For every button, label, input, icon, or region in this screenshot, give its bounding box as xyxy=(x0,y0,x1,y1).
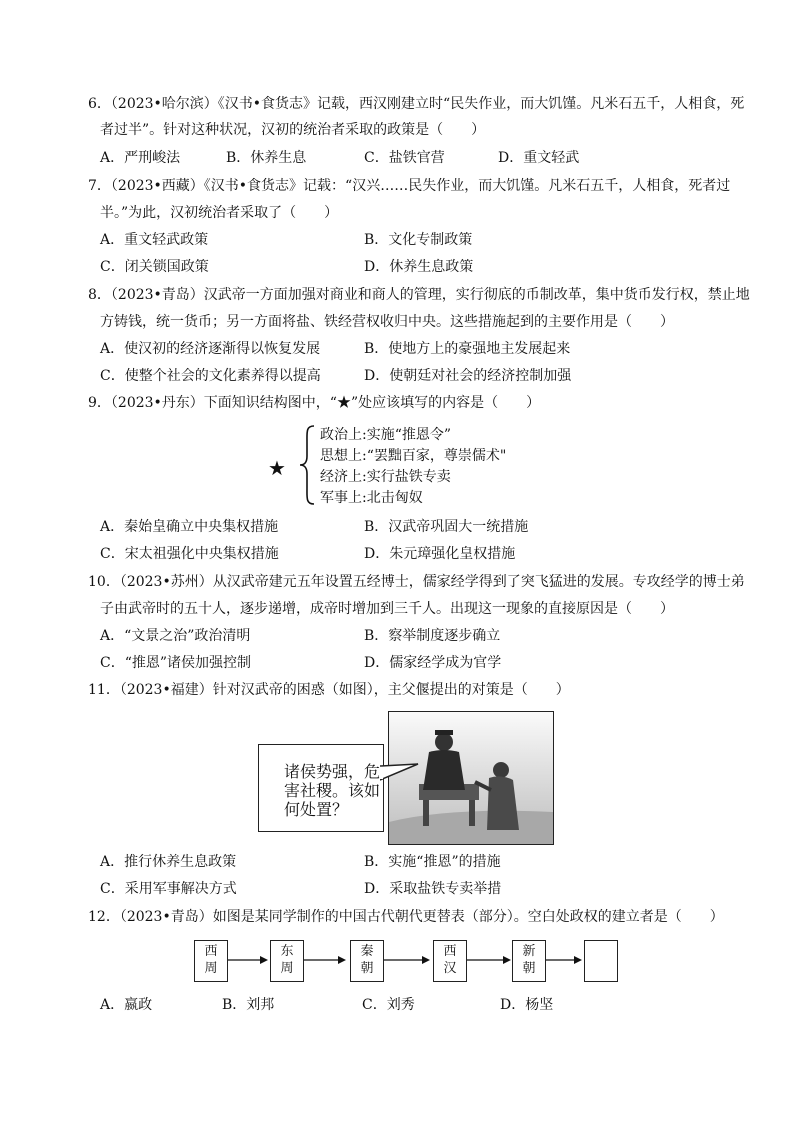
dynasty-label: 西 周 xyxy=(204,944,218,976)
q7-stem-line1: 7．（2023•西藏）《汉书•食货志》记载：“汉兴……民失作业，而大饥馑。凡米石五千，人相食，死者过 xyxy=(88,178,731,194)
arrow-right-icon xyxy=(384,956,430,964)
q10-option-b[interactable]: B．察举制度逐步确立 xyxy=(364,628,501,644)
curly-brace-icon xyxy=(298,424,318,506)
dynasty-label: 西 汉 xyxy=(443,944,457,976)
dynasty-box-3 xyxy=(350,940,384,982)
q12-option-a[interactable]: A．嬴政 xyxy=(100,997,153,1013)
dynasty-box-5 xyxy=(512,940,546,982)
q12-option-d[interactable]: D．杨坚 xyxy=(500,997,554,1013)
star-icon: ★ xyxy=(268,456,286,480)
q7-option-c[interactable]: C．闭关锁国政策 xyxy=(100,259,209,275)
q6-option-c[interactable]: C．盐铁官营 xyxy=(364,150,445,166)
q7-option-d[interactable]: D．休养生息政策 xyxy=(364,259,474,275)
speech-bubble-tail-icon xyxy=(380,762,420,784)
arrow-right-icon xyxy=(546,956,582,964)
structure-politics: 政治上:实施“推恩令” xyxy=(320,427,452,443)
structure-economy: 经济上:实行盐铁专卖 xyxy=(320,469,451,485)
q6-stem-line2: 者过半”。针对这种状况，汉初的统治者采取的政策是（ ） xyxy=(100,122,486,138)
structure-thought: 思想上:“罢黜百家，尊崇儒术" xyxy=(320,448,507,464)
q11-option-a[interactable]: A．推行休养生息政策 xyxy=(100,854,237,870)
q7-stem-line2: 半。”为此，汉初统治者采取了（ ） xyxy=(100,205,339,221)
q10-option-d[interactable]: D．儒家经学成为官学 xyxy=(364,655,502,671)
q8-stem-line1: 8．（2023•青岛）汉武帝一方面加强对商业和商人的管理，实行彻底的币制改革，集中货币发行权，禁止地 xyxy=(88,287,750,303)
structure-military: 军事上:北击匈奴 xyxy=(320,490,423,506)
dynasty-label: 秦 朝 xyxy=(360,944,374,976)
dynasty-label: 新 朝 xyxy=(522,944,536,976)
q12-option-b[interactable]: B．刘邦 xyxy=(222,997,275,1013)
dynasty-label: 东 周 xyxy=(280,944,294,976)
arrow-right-icon xyxy=(304,956,346,964)
q10-stem-line1: 10．（2023•苏州）从汉武帝建元五年设置五经博士，儒家经学得到了突飞猛进的发展。专攻经学的博士弟 xyxy=(88,574,745,590)
q8-option-d[interactable]: D．使朝廷对社会的经济控制加强 xyxy=(364,368,572,384)
q7-option-b[interactable]: B．文化专制政策 xyxy=(364,232,473,248)
q6-option-a[interactable]: A．严刑峻法 xyxy=(100,150,181,166)
q7-option-a[interactable]: A．重文轻武政策 xyxy=(100,232,209,248)
q6-option-b[interactable]: B．休养生息 xyxy=(226,150,307,166)
dynasty-box-2 xyxy=(270,940,304,982)
arrow-right-icon xyxy=(467,956,511,964)
q12-option-c[interactable]: C．刘秀 xyxy=(362,997,415,1013)
q10-option-c[interactable]: C．“推恩”诸侯加强控制 xyxy=(100,655,252,671)
q8-option-b[interactable]: B．使地方上的豪强地主发展起来 xyxy=(364,341,571,357)
q10-stem-line2: 子由武帝时的五十人，逐步递增，成帝时增加到三千人。出现这一现象的直接原因是（ ） xyxy=(100,601,674,617)
q8-stem-line2: 方铸钱，统一货币；另一方面将盐、铁经营权收归中央。这些措施起到的主要作用是（ ） xyxy=(100,314,674,330)
q11-option-c[interactable]: C．采用军事解决方式 xyxy=(100,881,237,897)
q8-option-c[interactable]: C．使整个社会的文化素养得以提高 xyxy=(100,368,321,384)
q11-option-d[interactable]: D．采取盐铁专卖举措 xyxy=(364,881,502,897)
q9-option-b[interactable]: B．汉武帝巩固大一统措施 xyxy=(364,519,529,535)
speech-bubble-text: 诸侯势强，危害社稷。该如何处置？ xyxy=(284,762,381,819)
q12-stem-line1: 12．（2023•青岛）如图是某同学制作的中国古代朝代更替表（部分）。空白处政权的建立者是（ ） xyxy=(88,909,724,925)
q11-option-b[interactable]: B．实施“推恩”的措施 xyxy=(364,854,501,870)
dynasty-box-1 xyxy=(194,940,228,982)
dynasty-box-blank[interactable] xyxy=(584,940,618,982)
q9-option-d[interactable]: D．朱元璋强化皇权措施 xyxy=(364,546,516,562)
q6-stem-line1: 6．（2023•哈尔滨）《汉书•食货志》记载，西汉刚建立时“民失作业，而大饥馑。凡米石五千，人相食，死 xyxy=(88,96,745,112)
q10-option-a[interactable]: A．“文景之治”政治清明 xyxy=(100,628,251,644)
q9-option-c[interactable]: C．宋太祖强化中央集权措施 xyxy=(100,546,279,562)
dynasty-box-4 xyxy=(433,940,467,982)
q11-stem-line1: 11．（2023•福建）针对汉武帝的困惑（如图），主父偃提出的对策是（ ） xyxy=(88,682,570,698)
q9-stem-line1: 9．（2023•丹东）下面知识结构图中，“★”处应该填写的内容是（ ） xyxy=(88,395,541,411)
q8-option-a[interactable]: A．使汉初的经济逐渐得以恢复发展 xyxy=(100,341,321,357)
q6-option-d[interactable]: D．重文轻武 xyxy=(498,150,580,166)
q9-option-a[interactable]: A．秦始皇确立中央集权措施 xyxy=(100,519,279,535)
arrow-right-icon xyxy=(228,956,268,964)
